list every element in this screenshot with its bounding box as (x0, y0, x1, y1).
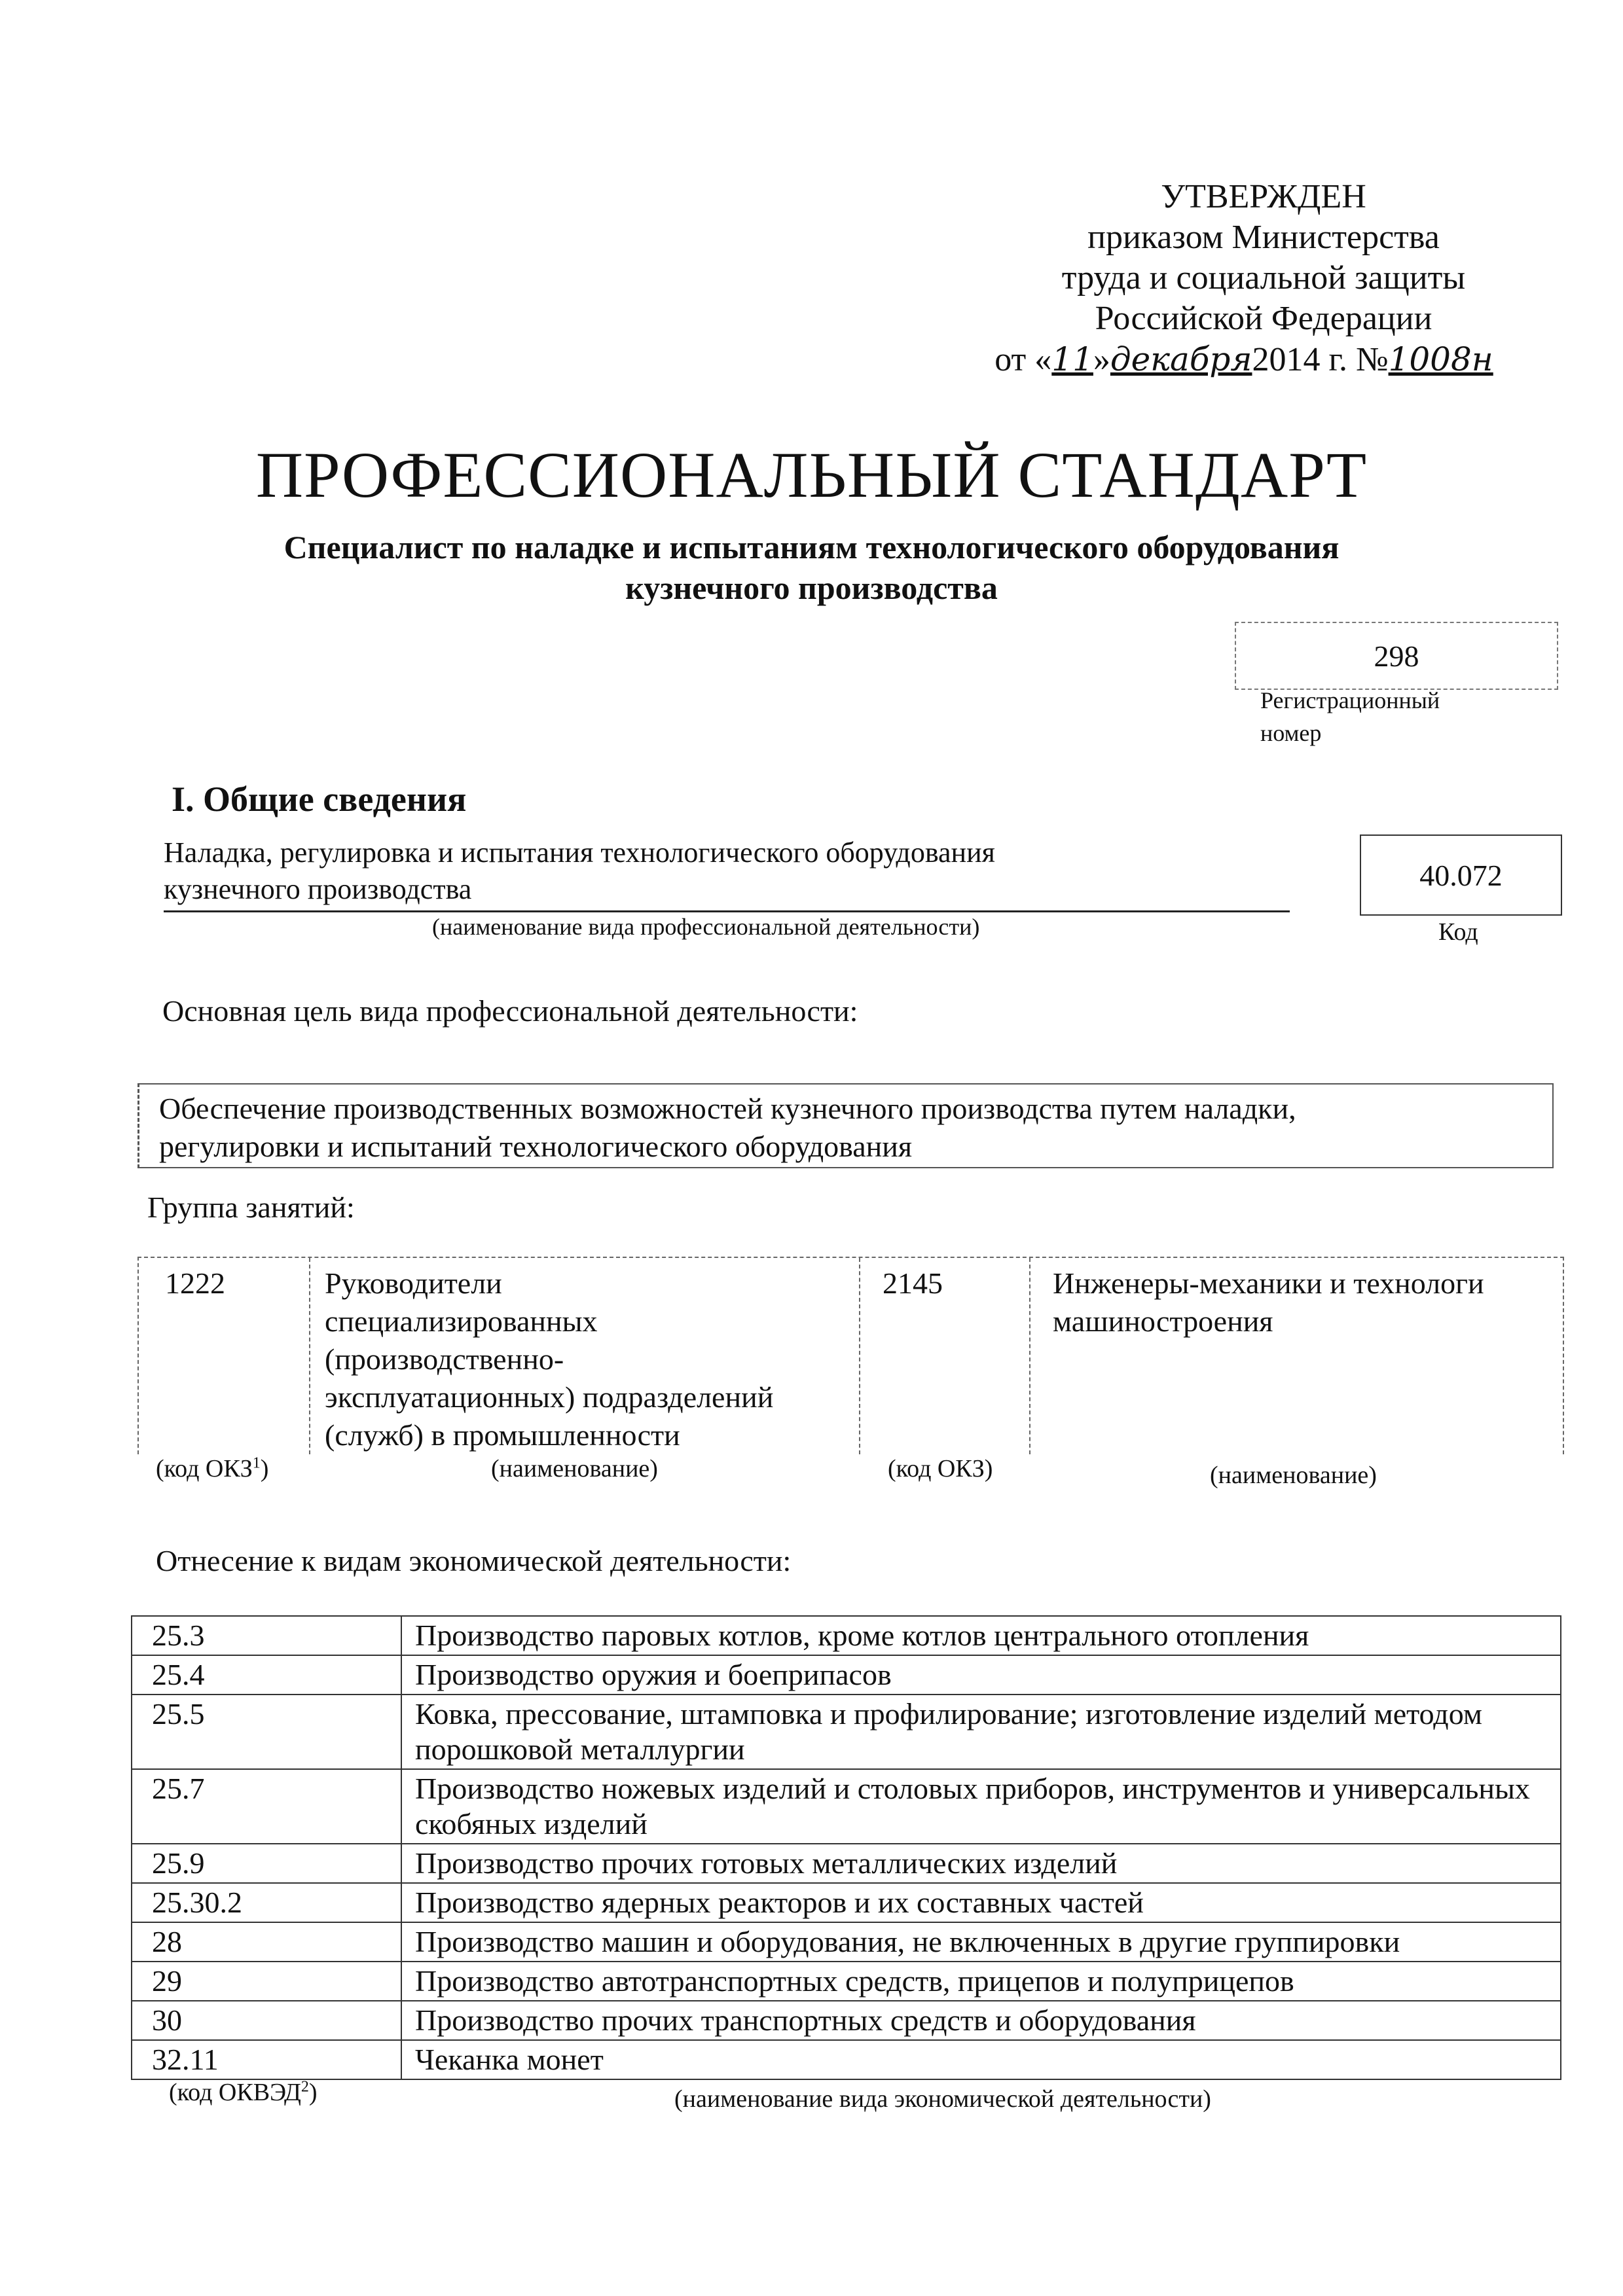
occupation-name-line: Руководители (325, 1266, 502, 1300)
activity-name (164, 834, 1290, 912)
occupation-name-2 (1029, 1258, 1563, 1454)
order-number: 1008н (1388, 340, 1493, 378)
table-row (132, 2001, 1561, 2040)
approval-line: УТВЕРЖДЕН (1161, 178, 1366, 215)
goal-label: Основная цель вида профессиональной деятельности: (162, 994, 858, 1028)
activity-name-cell: Производство паровых котлов, кроме котлов центрального отопления (401, 1616, 1561, 1655)
date-day: 11 (1051, 340, 1093, 378)
activity-name-cell: Чеканка монет (401, 2040, 1561, 2079)
economic-activity-table (131, 1615, 1561, 2080)
okved-code: 25.30.2 (132, 1883, 401, 1922)
activity-name-cell: Производство автотранспортных средств, прицепов и полуприцепов (401, 1962, 1561, 2001)
okved-code: 25.3 (132, 1616, 401, 1655)
approval-line: труда и социальной защиты (1061, 259, 1466, 296)
caption-text: ) (260, 1455, 269, 1482)
activity-line: кузнечного производства (164, 873, 472, 905)
activity-name-cell: Производство ножевых изделий и столовых приборов, инструментов и универсальных скобяных изделий (401, 1769, 1561, 1844)
table-row (132, 1655, 1561, 1695)
occupation-name-line: машиностроения (1053, 1304, 1273, 1338)
activity-name-cell: Производство оружия и боеприпасов (401, 1655, 1561, 1695)
registration-number-box (1235, 622, 1558, 690)
activity-name-cell: Ковка, прессование, штамповка и профилирование; изготовление изделий методом порошковой металлургии (401, 1695, 1561, 1769)
goal-line: Обеспечение производственных возможностей кузнечного производства путем наладки, (159, 1092, 1296, 1125)
okz-code-caption (156, 1454, 268, 1483)
occupation-name-line: специализированных (325, 1304, 598, 1338)
table-row (132, 1616, 1561, 1655)
activity-caption: (наименование вида профессиональной деятельности) (432, 914, 980, 940)
caption-text: ) (308, 2079, 318, 2106)
okved-code: 28 (132, 1922, 401, 1962)
economic-name-caption: (наименование вида экономической деятельности) (674, 2085, 1211, 2113)
footnote-mark: 1 (252, 1454, 261, 1472)
approval-date-line (930, 339, 1558, 380)
registration-label-line: номер (1260, 720, 1322, 746)
approval-block (969, 177, 1558, 380)
date-mid: » (1093, 341, 1110, 378)
activity-code-box (1360, 834, 1562, 916)
caption-text: (код ОКЗ (156, 1455, 253, 1482)
activity-name-cell: Производство прочих транспортных средств и оборудования (401, 2001, 1561, 2040)
goal-line: регулировки и испытаний технологического оборудования (159, 1130, 913, 1163)
date-year: 2014 г. № (1252, 341, 1389, 378)
registration-label (1260, 684, 1440, 749)
okved-code: 29 (132, 1962, 401, 2001)
occupation-name-line: (служб) в промышленности (325, 1418, 680, 1452)
occupation-name-line: Инженеры-механики и технологи (1053, 1266, 1484, 1300)
name-caption: (наименование) (491, 1455, 658, 1482)
code-caption: Код (1438, 918, 1478, 946)
table-row (132, 1844, 1561, 1883)
document-subtitle (0, 527, 1623, 608)
document-title: ПРОФЕССИОНАЛЬНЫЙ СТАНДАРТ (255, 439, 1368, 511)
table-row (132, 1962, 1561, 2001)
activity-name-cell: Производство прочих готовых металлических изделий (401, 1844, 1561, 1883)
registration-label-line: Регистрационный (1260, 687, 1440, 713)
table-row (132, 1769, 1561, 1844)
activity-name-cell: Производство ядерных реакторов и их составных частей (401, 1883, 1561, 1922)
section-heading: I. Общие сведения (172, 780, 467, 819)
subtitle-line: кузнечного производства (625, 569, 998, 606)
date-month: декабря (1110, 340, 1252, 378)
name-caption-2: (наименование) (1210, 1462, 1377, 1489)
occupation-name-1 (309, 1258, 859, 1454)
approval-line: Российской Федерации (1095, 300, 1432, 337)
okved-code: 25.7 (132, 1769, 401, 1844)
date-prefix: от « (994, 341, 1052, 378)
activity-line: Наладка, регулировка и испытания технологического оборудования (164, 836, 995, 869)
occupation-code-2: 2145 (883, 1266, 943, 1300)
approval-line: приказом Министерства (1087, 219, 1440, 256)
okved-code-caption (169, 2078, 318, 2107)
okved-code: 32.11 (132, 2040, 401, 2079)
footnote-mark: 2 (301, 2078, 309, 2096)
table-row (132, 1922, 1561, 1962)
economic-activity-rows (132, 1616, 1561, 2079)
occupation-table (137, 1257, 1564, 1454)
okved-code: 25.4 (132, 1655, 401, 1695)
table-row (132, 1883, 1561, 1922)
registration-number: 298 (1374, 639, 1419, 673)
okved-code: 25.5 (132, 1695, 401, 1769)
goal-box (137, 1083, 1554, 1168)
occupation-code-1: 1222 (165, 1266, 225, 1300)
activity-code: 40.072 (1419, 858, 1503, 892)
activity-name-cell: Производство машин и оборудования, не включенных в другие группировки (401, 1922, 1561, 1962)
economic-activity-label: Отнесение к видам экономической деятельности: (156, 1544, 792, 1577)
subtitle-line: Специалист по наладке и испытаниям технологического оборудования (283, 529, 1340, 565)
okved-code: 25.9 (132, 1844, 401, 1883)
okved-code: 30 (132, 2001, 401, 2040)
occupation-name-line: эксплуатационных) подразделений (325, 1380, 774, 1414)
caption-text: (код ОКВЭД (169, 2079, 301, 2106)
occupation-group-label: Группа занятий: (147, 1191, 355, 1224)
okz-code-caption-2: (код ОКЗ) (888, 1455, 993, 1482)
occupation-name-line: (производственно- (325, 1342, 564, 1376)
table-row (132, 1695, 1561, 1769)
table-row (132, 2040, 1561, 2079)
